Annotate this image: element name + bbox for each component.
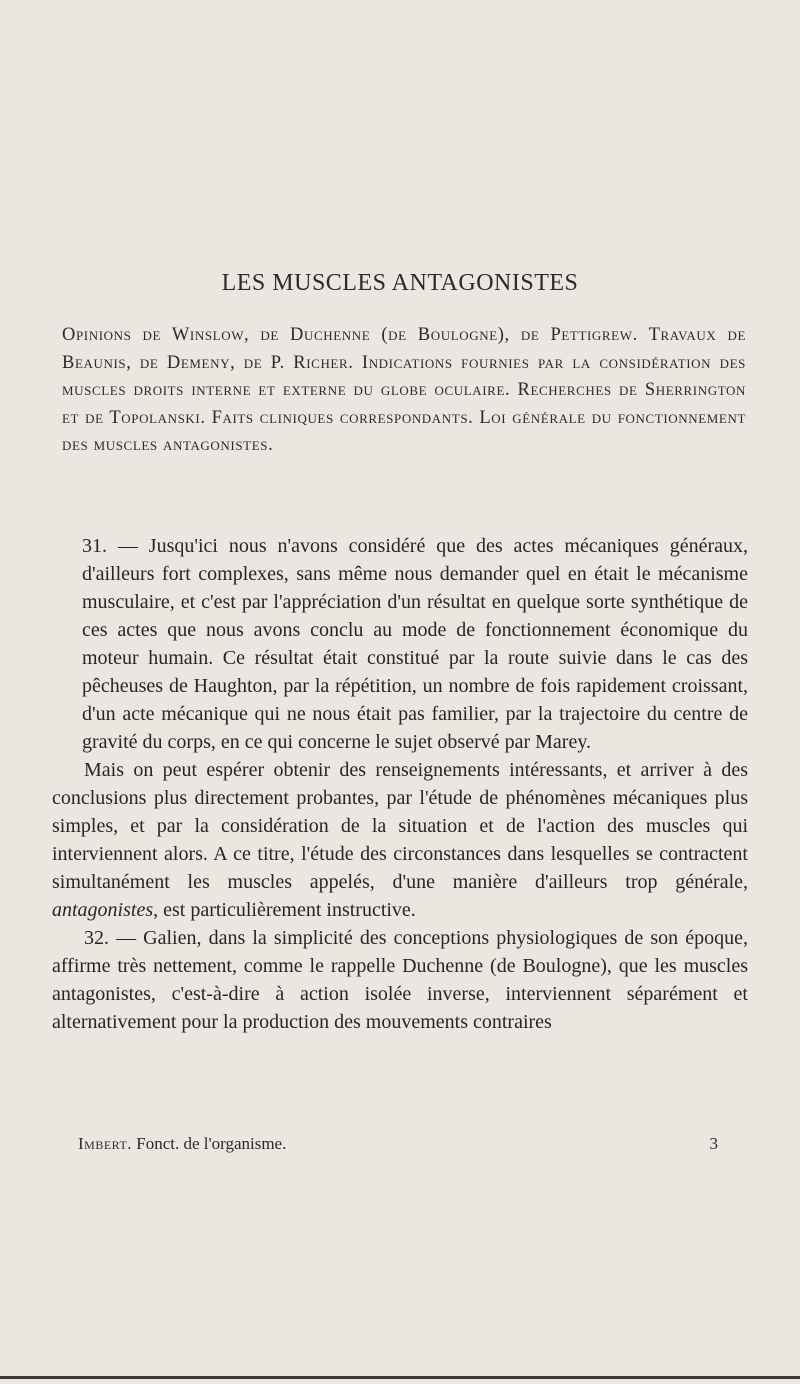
antagonistes-emphasis: antagonistes <box>52 899 154 921</box>
page-footer <box>78 1134 718 1154</box>
paragraph-32: 32. — Galien, dans la simplicité des conceptions physiologiques de son époque, affirme très nettement, comme le rappelle Duchenne (de Boulogne), que les muscles antagonistes, c'est-à-dire à action isolée inverse, interviennent séparément et alternativement pour la production des mouvements contraires <box>52 927 748 1033</box>
body-text <box>52 532 748 1036</box>
bottom-edge-rule <box>0 1376 800 1379</box>
footer-author: Imbert. <box>78 1134 133 1153</box>
paragraph-mais-part2: , est particulièrement instructive. <box>153 899 416 921</box>
paragraph-mais-part1: Mais on peut espérer obtenir des renseignements intéressants, et arriver à des conclusions plus directement probantes, par l'étude de phénomènes mécaniques plus simples, et par la considération de la situation et de l'action des muscles qui interviennent alors. A ce titre, l'étude des circonstances dans lesquelles se contractent simultanément les muscles appelés, d'une manière d'ailleurs trop générale, <box>52 759 748 893</box>
footer-work: Fonct. de l'organisme. <box>136 1134 287 1153</box>
chapter-summary: Opinions de Winslow, de Duchenne (de Boulogne), de Pettigrew. Travaux de Beaunis, de Demeny, de P. Richer. Indications fournies par la considération des muscles droits interne et externe du globe oculaire. Recherches de Sherrington et de Topolanski. Faits cliniques correspondants. Loi générale du fonctionnement des muscles antagonistes. <box>62 325 746 455</box>
paragraph-mais <box>52 756 748 924</box>
chapter-title: LES MUSCLES ANTAGONISTES <box>221 270 579 296</box>
paragraph-31: 31. — Jusqu'ici nous n'avons considéré que des actes mécaniques généraux, d'ailleurs fort complexes, sans même nous demander quel en était le mécanisme musculaire, et c'est par l'appréciation d'un résultat en quelque sorte synthétique de ces actes que nous avons conclu au mode de fonctionnement économique du moteur humain. Ce résultat était constitué par la route suivie dans le cas des pêcheuses de Haughton, par la répétition, un nombre de fois rapidement croissant, d'un acte mécanique qui ne nous était pas familier, par la trajectoire du centre de gravité du corps, en ce qui concerne le sujet observé par Marey. <box>82 535 748 753</box>
signature-mark: 3 <box>709 1134 718 1153</box>
